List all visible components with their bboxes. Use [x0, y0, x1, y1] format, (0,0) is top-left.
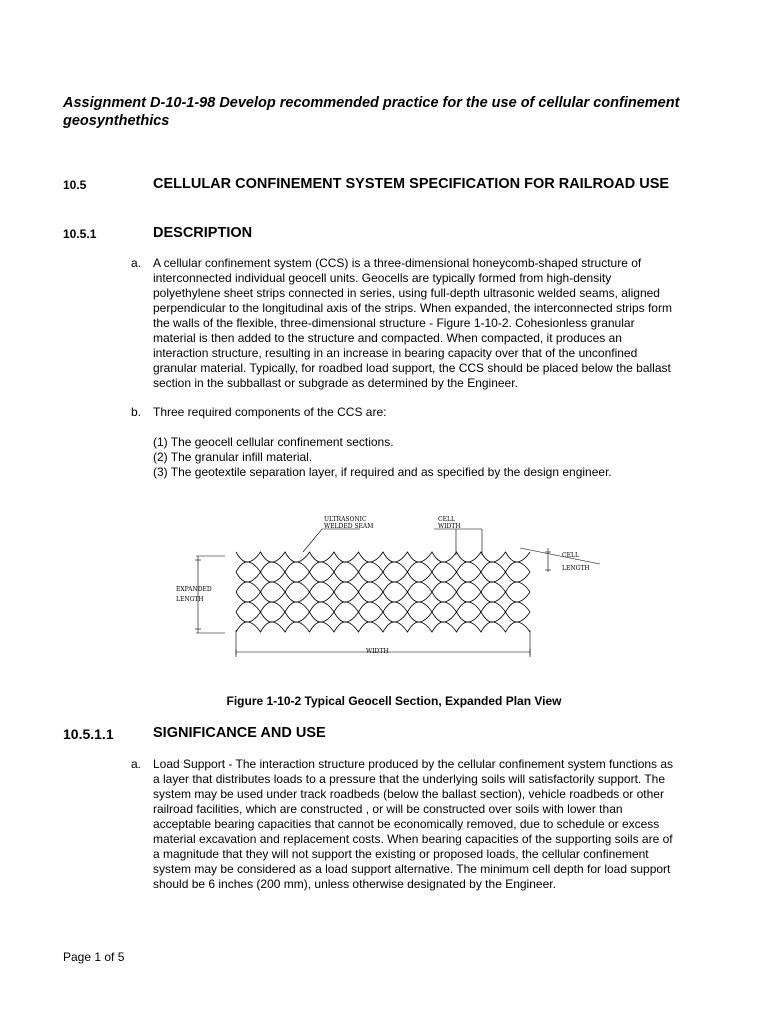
label-expanded: EXPANDED [176, 586, 212, 593]
list-marker-a-significance: a. [131, 757, 142, 771]
description-paragraph-a [153, 256, 713, 391]
paragraph-line: interconnected individual geocell units. Geocells are typically formed from high-density [153, 271, 612, 285]
list-item: (2) The granular infill material. [153, 450, 313, 464]
significance-paragraph-a [153, 757, 713, 892]
section-number-10-5-1-1: 10.5.1.1 [63, 726, 114, 742]
paragraph-line: the walls of the flexible, three-dimensional structure - Figure 1-10-2. Cohesionless granular [153, 316, 635, 330]
geocell-strip [236, 572, 530, 582]
geocell-strip [236, 622, 530, 632]
label-expanded-length: LENGTH [176, 596, 204, 603]
section-title-10-5-1: DESCRIPTION [153, 225, 253, 241]
paragraph-line: should be 6 inches (200 mm), unless otherwise designated by the Engineer. [153, 877, 556, 891]
paragraph-line: material excavation and replacement costs. When bearing capacities of the supporting soils are of [153, 832, 673, 846]
list-item: (1) The geocell cellular confinement sections. [153, 435, 394, 449]
components-list [153, 435, 713, 480]
geocell-strip [236, 552, 530, 562]
paragraph-line: system may be considered as a load support alternative. The minimum cell depth for load support [153, 862, 671, 876]
label-width-bottom: WIDTH [366, 648, 389, 655]
paragraph-line: interaction structure, resulting in an increase in bearing capacity over that of the unconfined [153, 346, 638, 360]
paragraph-line: a layer that distributes loads to a pressure that the underlying soils will satisfactorily support. The [153, 772, 666, 786]
paragraph-line: Load Support - The interaction structure produced by the cellular confinement system functions as [153, 757, 674, 771]
assignment-title: Assignment D-10-1-98 Develop recommended practice for the use of cellular confinement geosynthethics [63, 95, 680, 129]
paragraph-line: system may be used under track roadbeds (below the ballast section), vehicle roadbeds or other [153, 787, 664, 801]
geocell-strip [236, 592, 530, 602]
list-marker-a: a. [131, 256, 142, 270]
geocell-strip [236, 602, 530, 612]
label-cell-length-2: LENGTH [562, 565, 590, 572]
label-cell: CELL [438, 516, 455, 523]
list-marker-b: b. [131, 405, 142, 419]
figure-caption: Figure 1-10-2 Typical Geocell Section, Expanded Plan View [226, 694, 562, 708]
ultrasonic-leader [303, 529, 360, 552]
label-width: WIDTH [438, 523, 461, 530]
paragraph-line: granular material. Typically, for roadbed load support, the CCS should be placed below the ballast [153, 361, 671, 375]
label-ultrasonic: ULTRASONIC [324, 516, 367, 523]
geocell-strip [236, 612, 530, 622]
geocell-strip [236, 582, 530, 592]
geocell-mesh [236, 552, 530, 632]
list-item: (3) The geotextile separation layer, if required and as specified by the design engineer. [153, 465, 612, 479]
paragraph-line: A cellular confinement system (CCS) is a three-dimensional honeycomb-shaped structure of [153, 256, 642, 270]
paragraph-line: polyethylene sheet strips connected in series, using full-depth ultrasonic welded seams, aligned [153, 286, 660, 300]
paragraph-line: section in the subballast or subgrade as determined by the Engineer. [153, 376, 518, 390]
section-title-10-5: CELLULAR CONFINEMENT SYSTEM SPECIFICATION FOR RAILROAD USE [153, 176, 670, 192]
description-paragraph-b-intro: Three required components of the CCS are: [153, 405, 387, 419]
geocell-strip [236, 562, 530, 572]
cell-length-leader [520, 548, 600, 564]
section-number-10-5: 10.5 [63, 178, 87, 192]
page-footer: Page 1 of 5 [63, 950, 125, 964]
paragraph-line: material is then added to the structure and compacted. When compacted, it produces an [153, 331, 622, 345]
paragraph-line: acceptable bearing capacities that cannot be economically removed, due to schedule or excess [153, 817, 660, 831]
label-cell-length-1: CELL [562, 552, 579, 559]
paragraph-line: a magnitude that they will not support the existing or proposed loads, the cellular confinement [153, 847, 649, 861]
paragraph-line: perpendicular to the longitudinal axis of the strips. When expanded, the interconnected strips form [153, 301, 672, 315]
section-title-10-5-1-1: SIGNIFICANCE AND USE [153, 725, 326, 741]
section-number-10-5-1: 10.5.1 [63, 227, 97, 241]
geocell-figure [0, 500, 768, 670]
label-welded-seam: WELDED SEAM [324, 523, 374, 530]
paragraph-line: railroad facilities, which are constructed , or will be constructed over soils with lower than [153, 802, 623, 816]
dimension-lines [195, 529, 600, 657]
